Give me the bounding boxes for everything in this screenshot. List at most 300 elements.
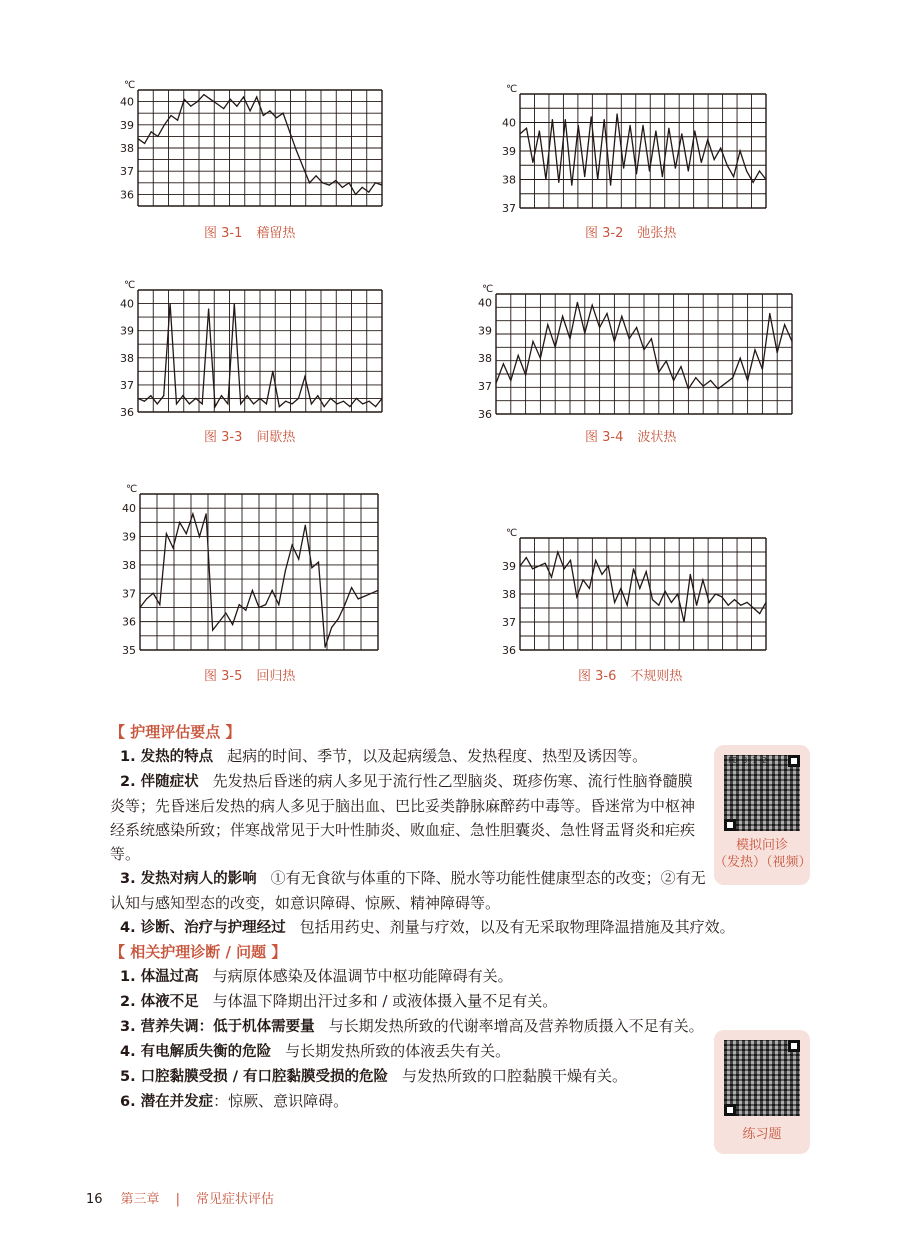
data-point — [639, 588, 640, 589]
data-point — [208, 308, 209, 309]
data-point — [137, 138, 138, 139]
chart-grid — [138, 290, 382, 412]
data-point — [247, 395, 248, 396]
data-point — [584, 176, 585, 177]
data-point — [276, 117, 277, 118]
data-point — [569, 338, 570, 339]
data-point — [680, 366, 681, 367]
data-point — [225, 613, 226, 614]
chart-grid — [520, 94, 766, 208]
axis-unit: ℃ — [482, 284, 494, 295]
data-point — [519, 133, 520, 134]
axis-unit: ℃ — [124, 280, 136, 291]
y-tick-label: 39 — [478, 324, 492, 338]
data-point — [703, 386, 704, 387]
data-point — [368, 192, 369, 193]
data-point — [179, 522, 180, 523]
data-point — [170, 115, 171, 116]
data-point — [690, 574, 691, 575]
data-point — [381, 398, 382, 399]
y-tick-label: 36 — [120, 406, 134, 419]
diagnosis-sep: ： — [213, 1092, 229, 1110]
data-point — [259, 398, 260, 399]
caption-fig-3-5 — [204, 665, 295, 684]
data-point — [239, 604, 240, 605]
data-point — [525, 374, 526, 375]
caption-fig-3-2 — [585, 222, 676, 241]
qr-card-video[interactable] — [714, 745, 810, 885]
diagnosis-item — [110, 1039, 706, 1064]
data-point — [358, 598, 359, 599]
y-tick-label: 36 — [478, 408, 492, 421]
data-point — [296, 150, 297, 151]
data-point — [159, 604, 160, 605]
data-point — [199, 536, 200, 537]
data-point — [289, 131, 290, 132]
data-point — [623, 168, 624, 169]
data-point — [558, 182, 559, 183]
data-point — [688, 388, 689, 389]
data-point — [240, 403, 241, 404]
y-tick-label: 40 — [502, 116, 516, 130]
y-tick-label: 38 — [478, 352, 492, 366]
data-point — [714, 159, 715, 160]
qr-label — [714, 837, 810, 871]
data-point — [649, 170, 650, 171]
data-point — [210, 99, 211, 100]
data-point — [298, 398, 299, 399]
data-point — [362, 403, 363, 404]
y-tick-label: 37 — [120, 378, 134, 392]
chart-svg — [496, 84, 768, 215]
item-head: 2. 伴随症状 — [120, 774, 199, 790]
qr-label-line1: 练习题 — [742, 1127, 782, 1142]
data-point — [144, 143, 145, 144]
diagnosis-head: 2. 体液不足 — [120, 994, 199, 1010]
data-point — [355, 194, 356, 195]
data-point — [658, 605, 659, 606]
data-point — [754, 349, 755, 350]
diagnosis-body: 与病原体感染及体温调节中枢功能障碍有关。 — [212, 967, 513, 985]
data-point — [309, 182, 310, 183]
caption-title: 稽留热 — [256, 226, 296, 241]
data-point — [601, 574, 602, 575]
data-point — [324, 406, 325, 407]
diagnosis-head: 4. 有电解质失衡的危险 — [120, 1044, 272, 1060]
data-point — [592, 305, 593, 306]
data-point — [256, 96, 257, 97]
data-point — [227, 403, 228, 404]
data-point — [675, 168, 676, 169]
data-point — [532, 568, 533, 569]
diagnosis-item — [110, 964, 706, 989]
data-point — [617, 113, 618, 114]
data-point — [570, 560, 571, 561]
y-tick-label: 37 — [122, 587, 136, 601]
data-point — [206, 513, 207, 514]
y-tick-label: 35 — [122, 644, 136, 657]
data-point — [571, 185, 572, 186]
y-tick-label: 37 — [478, 380, 492, 394]
data-point — [298, 559, 299, 560]
data-point — [375, 406, 376, 407]
data-point — [577, 302, 578, 303]
data-point — [173, 547, 174, 548]
data-point — [709, 602, 710, 603]
data-point — [311, 567, 312, 568]
data-point — [740, 150, 741, 151]
data-point — [163, 395, 164, 396]
data-point — [627, 605, 628, 606]
data-point — [344, 604, 345, 605]
data-point — [599, 327, 600, 328]
data-point — [564, 568, 565, 569]
data-point — [747, 602, 748, 603]
data-point — [642, 125, 643, 126]
diagnosis-head: 1. 体温过高 — [120, 969, 199, 985]
caption-number: 图 3-5 — [204, 669, 243, 684]
data-point — [540, 358, 541, 359]
data-point — [633, 568, 634, 569]
data-point — [753, 607, 754, 608]
data-point — [583, 579, 584, 580]
body-text — [110, 720, 735, 1114]
data-point — [753, 182, 754, 183]
data-point — [342, 187, 343, 188]
data-point — [221, 395, 222, 396]
chart-sustained-fever — [112, 80, 384, 212]
data-point — [318, 562, 319, 563]
page-number: 16 — [86, 1192, 103, 1207]
data-point — [272, 371, 273, 372]
data-point — [338, 618, 339, 619]
qr-label — [714, 1126, 810, 1143]
data-point — [153, 593, 154, 594]
diagnosis-item — [110, 989, 706, 1014]
data-point — [252, 590, 253, 591]
data-point — [565, 119, 566, 120]
caption-number: 图 3-3 — [204, 430, 243, 445]
data-point — [747, 380, 748, 381]
axis-unit: ℃ — [506, 84, 518, 95]
assessment-heading: 【 护理评估要点 】 — [110, 723, 241, 741]
data-point — [604, 119, 605, 120]
data-point — [728, 605, 729, 606]
data-point — [186, 533, 187, 534]
y-tick-label: 40 — [120, 297, 134, 311]
data-point — [146, 598, 147, 599]
assessment-item — [110, 915, 810, 940]
data-point — [740, 358, 741, 359]
caption-number: 图 3-2 — [585, 226, 624, 241]
data-point — [733, 176, 734, 177]
data-point — [683, 621, 684, 622]
data-point — [526, 128, 527, 129]
data-point — [545, 179, 546, 180]
data-point — [331, 627, 332, 628]
data-point — [551, 577, 552, 578]
chart-svg — [112, 80, 384, 212]
data-point — [369, 401, 370, 402]
qr-label-line1: 模拟问诊 — [735, 838, 788, 853]
data-point — [629, 338, 630, 339]
data-point — [765, 179, 766, 180]
data-point — [655, 130, 656, 131]
y-tick-label: 37 — [502, 202, 516, 215]
axis-unit: ℃ — [506, 528, 518, 539]
data-point — [665, 591, 666, 592]
data-point — [662, 176, 663, 177]
chart-intermittent-fever — [112, 280, 384, 419]
temperature-line — [520, 114, 766, 185]
data-point — [759, 613, 760, 614]
chart-relapsing-fever — [114, 484, 380, 657]
data-point — [177, 120, 178, 121]
data-point — [652, 599, 653, 600]
diagnosis-body: 与发热所致的口腔黏膜干燥有关。 — [402, 1067, 628, 1085]
data-point — [732, 377, 733, 378]
chart-grid — [496, 294, 792, 414]
y-tick-label: 38 — [120, 142, 134, 155]
chart-irregular-fever — [496, 528, 768, 657]
caption-fig-3-4 — [585, 426, 676, 445]
data-point — [381, 185, 382, 186]
data-point — [330, 398, 331, 399]
data-point — [562, 316, 563, 317]
data-point — [195, 398, 196, 399]
data-point — [681, 133, 682, 134]
data-point — [351, 587, 352, 588]
data-point — [166, 533, 167, 534]
data-point — [157, 403, 158, 404]
data-point — [265, 604, 266, 605]
diagnosis-body: 与体温下降期出汗过多和 / 或液体摄入量不足有关。 — [212, 992, 558, 1010]
data-point — [769, 313, 770, 314]
caption-number: 图 3-4 — [585, 430, 624, 445]
footer-section: 常见症状评估 — [195, 1192, 274, 1207]
qr-card-exercise[interactable] — [714, 1030, 810, 1154]
data-point — [269, 110, 270, 111]
data-point — [329, 185, 330, 186]
data-point — [734, 599, 735, 600]
data-point — [236, 106, 237, 107]
y-tick-label: 38 — [502, 173, 516, 187]
data-point — [266, 403, 267, 404]
qr-code-image[interactable] — [724, 755, 800, 831]
data-point — [335, 180, 336, 181]
data-point — [234, 303, 235, 304]
data-point — [157, 136, 158, 137]
data-point — [552, 119, 553, 120]
axis-unit: ℃ — [124, 80, 136, 91]
data-point — [717, 388, 718, 389]
data-point — [325, 647, 326, 648]
data-point — [317, 395, 318, 396]
data-point — [688, 170, 689, 171]
item-body: 先发热后昏迷的病人多见于流行性乙型脑炎、斑疹伤寒、流行性脑脊髓膜炎等；先昏迷后发热的病人多见于脑出血、巴比妥类静脉麻醉药中毒等。昏迷常为中枢神经系统感染所致；伴寒战常见于大叶性肺炎、败血症、急性胆囊炎、急性肾盂肾炎和疟疾等。 — [110, 772, 696, 863]
diagnosis-body: 与长期发热所致的代谢率增高及营养物质摄入不足有关。 — [328, 1017, 704, 1035]
data-point — [532, 162, 533, 163]
data-point — [671, 602, 672, 603]
qr-label-line2: （发热）（视频） — [714, 855, 812, 870]
data-point — [620, 588, 621, 589]
data-point — [230, 99, 231, 100]
data-point — [539, 130, 540, 131]
data-point — [164, 124, 165, 125]
data-point — [250, 110, 251, 111]
data-point — [285, 570, 286, 571]
data-point — [283, 113, 284, 114]
y-tick-label: 38 — [502, 588, 516, 601]
data-point — [695, 377, 696, 378]
item-head: 3. 发热对病人的影响 — [120, 871, 257, 887]
data-point — [362, 187, 363, 188]
assessment-item — [110, 744, 706, 769]
data-point — [223, 108, 224, 109]
caption-title: 间歇热 — [256, 430, 296, 445]
data-point — [673, 380, 674, 381]
data-point — [762, 369, 763, 370]
y-tick-label: 36 — [502, 644, 516, 657]
data-point — [614, 341, 615, 342]
y-tick-label: 38 — [122, 558, 136, 572]
footer-chapter: 第三章 — [120, 1192, 160, 1207]
footer-separator: | — [175, 1192, 180, 1207]
data-point — [371, 593, 372, 594]
y-tick-label: 36 — [122, 615, 136, 629]
diagnosis-head: 6. 潜在并发症 — [120, 1094, 214, 1110]
data-point — [784, 324, 785, 325]
data-point — [184, 99, 185, 100]
data-point — [510, 380, 511, 381]
y-tick-label: 37 — [502, 616, 516, 629]
data-point — [150, 395, 151, 396]
caption-title: 不规则热 — [630, 669, 683, 684]
diagnosis-head: 3. 营养失调：低于机体需要量 — [120, 1019, 315, 1035]
data-point — [279, 406, 280, 407]
data-point — [589, 588, 590, 589]
diagnosis-item — [110, 1014, 706, 1039]
data-point — [597, 179, 598, 180]
data-point — [139, 607, 140, 608]
data-point — [258, 607, 259, 608]
data-point — [696, 605, 697, 606]
data-point — [495, 383, 496, 384]
caption-fig-3-3 — [204, 426, 295, 445]
data-point — [302, 166, 303, 167]
data-point — [316, 175, 317, 176]
data-point — [375, 182, 376, 183]
data-point — [727, 165, 728, 166]
caption-title: 波状热 — [637, 430, 677, 445]
data-point — [614, 602, 615, 603]
data-point — [725, 383, 726, 384]
data-point — [519, 565, 520, 566]
diagnosis-item — [110, 1064, 706, 1089]
caption-fig-3-6 — [578, 665, 682, 684]
data-point — [720, 148, 721, 149]
data-point — [555, 346, 556, 347]
data-point — [285, 401, 286, 402]
diagnosis-body: 与长期发热所致的体液丢失有关。 — [285, 1042, 511, 1060]
data-point — [538, 565, 539, 566]
y-tick-label: 37 — [120, 165, 134, 179]
y-tick-label: 39 — [502, 145, 516, 158]
chart-svg — [496, 528, 768, 657]
y-tick-label: 39 — [120, 118, 134, 132]
qr-code-image[interactable] — [724, 1040, 800, 1116]
item-body: 起病的时间、季节，以及起病缓急、发热程度、热型及诱因等。 — [227, 747, 648, 765]
data-point — [518, 355, 519, 356]
data-point — [253, 403, 254, 404]
data-point — [202, 403, 203, 404]
data-point — [677, 593, 678, 594]
qr-code-id: FD 3-1-2 — [728, 756, 767, 765]
caption-title: 回归热 — [256, 669, 296, 684]
data-point — [694, 130, 695, 131]
data-point — [364, 596, 365, 597]
data-point — [532, 341, 533, 342]
data-point — [377, 590, 378, 591]
y-tick-label: 40 — [122, 502, 136, 516]
y-tick-label: 40 — [478, 296, 492, 310]
data-point — [777, 352, 778, 353]
data-point — [348, 182, 349, 183]
data-point — [658, 372, 659, 373]
data-point — [144, 401, 145, 402]
chart-svg — [112, 280, 384, 419]
y-tick-label: 39 — [122, 530, 136, 544]
data-point — [557, 551, 558, 552]
item-head: 4. 诊断、治疗与护理经过 — [120, 920, 286, 936]
data-point — [610, 185, 611, 186]
chart-svg — [114, 484, 380, 657]
data-point — [746, 170, 747, 171]
data-point — [791, 341, 792, 342]
data-point — [278, 604, 279, 605]
chart-svg — [472, 284, 794, 421]
data-point — [621, 316, 622, 317]
y-tick-label: 38 — [120, 351, 134, 365]
data-point — [243, 96, 244, 97]
y-tick-label: 40 — [120, 95, 134, 109]
y-tick-label: 36 — [120, 188, 134, 202]
data-point — [176, 403, 177, 404]
data-point — [311, 403, 312, 404]
temperature-line — [520, 552, 766, 622]
item-body: 包括用药史、剂量与疗效，以及有无采取物理降温措施及其疗效。 — [299, 918, 735, 936]
data-point — [646, 571, 647, 572]
caption-number: 图 3-6 — [578, 669, 617, 684]
data-point — [584, 333, 585, 334]
chart-grid — [140, 494, 378, 650]
data-point — [636, 173, 637, 174]
chart-undulant-fever — [472, 284, 794, 421]
data-point — [212, 630, 213, 631]
data-point — [666, 360, 667, 361]
data-point — [292, 545, 293, 546]
data-point — [343, 401, 344, 402]
data-point — [578, 125, 579, 126]
data-point — [151, 131, 152, 132]
data-point — [337, 403, 338, 404]
data-point — [595, 560, 596, 561]
data-point — [765, 602, 766, 603]
data-point — [503, 363, 504, 364]
data-point — [322, 182, 323, 183]
diagnosis-body: 惊厥、意识障碍。 — [228, 1092, 349, 1110]
data-point — [715, 593, 716, 594]
